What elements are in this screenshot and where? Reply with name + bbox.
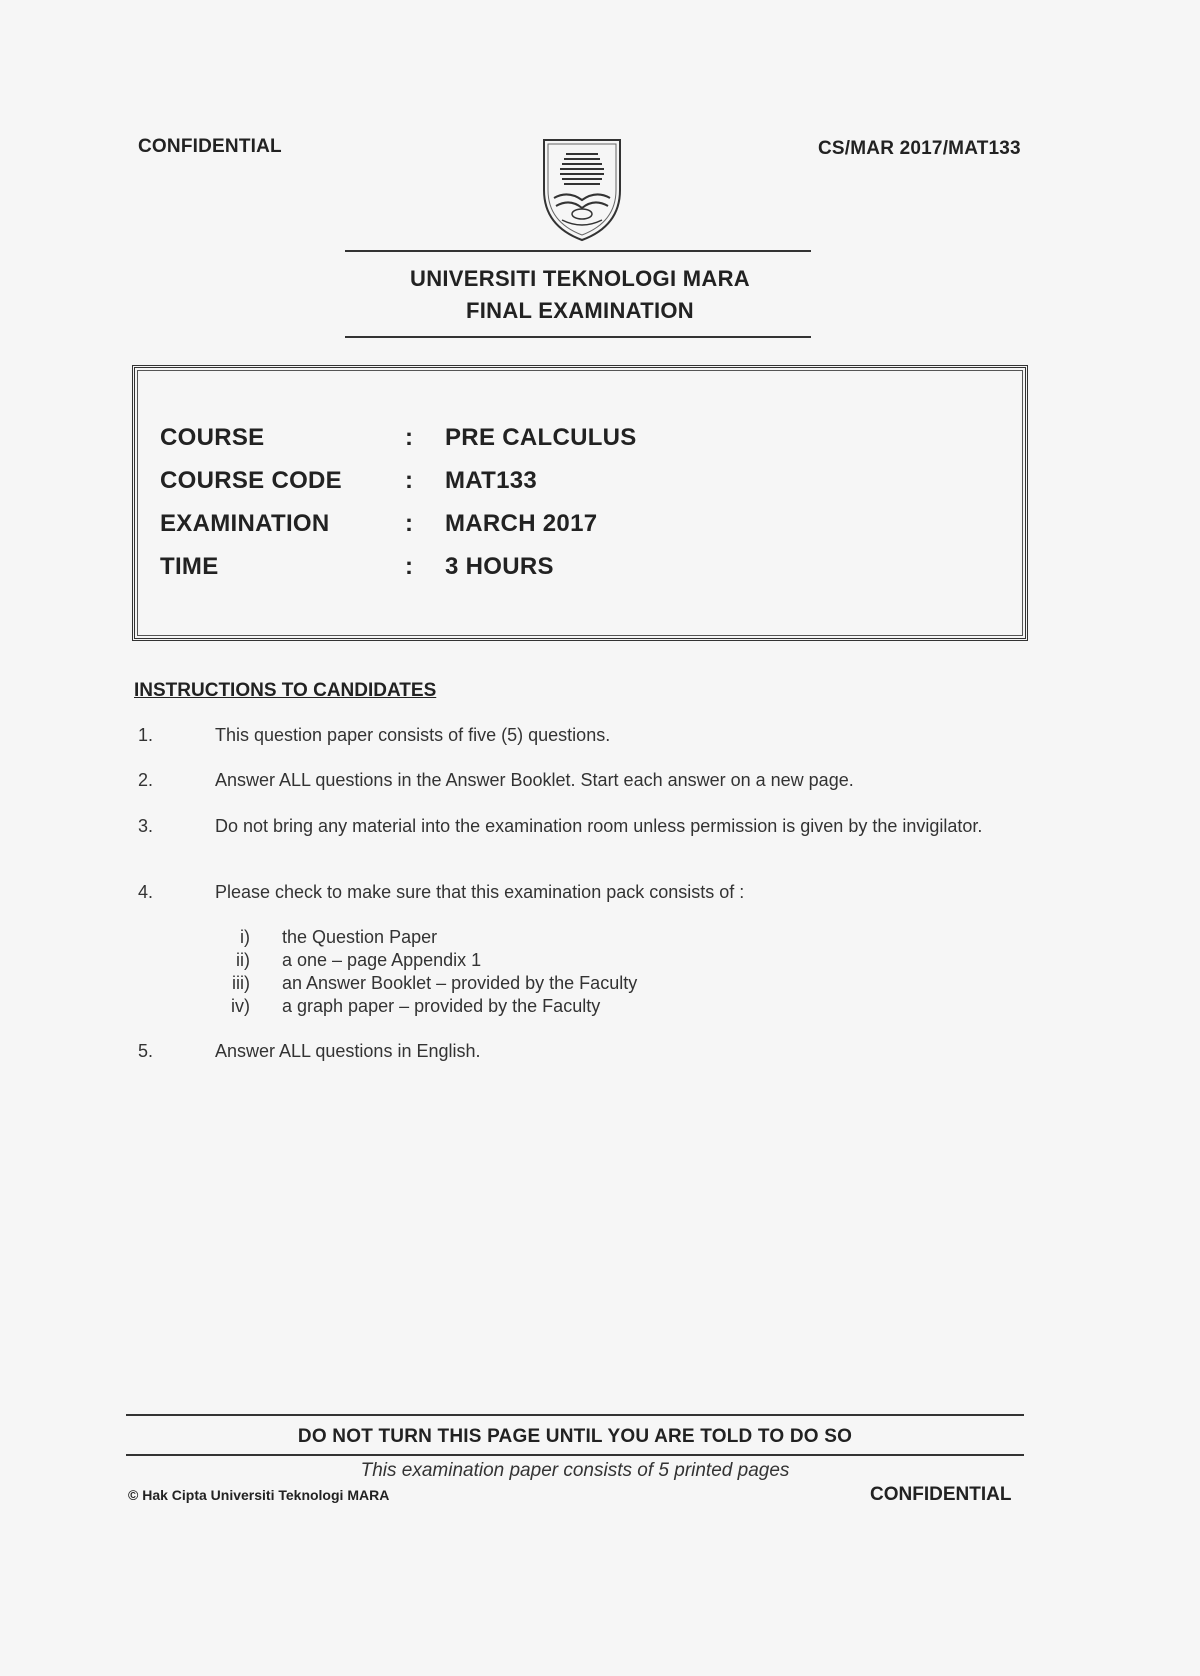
copyright-notice: © Hak Cipta Universiti Teknologi MARA [128,1487,390,1503]
instruction-text: Answer ALL questions in English. [215,1041,481,1061]
paper-code: CS/MAR 2017/MAT133 [818,138,1021,159]
footer-bottom-rule [126,1454,1024,1456]
instruction-text: Answer ALL questions in the Answer Booklet. Start each answer on a new page. [215,770,854,790]
sub-item-number: iii) [232,973,250,993]
title-bottom-rule [345,336,811,338]
detail-separator: : [405,510,414,537]
course-details-box [132,365,1028,641]
instruction-text: Please check to make sure that this examination pack consists of : [215,882,745,902]
detail-value: MARCH 2017 [445,510,598,537]
title-top-rule [345,250,811,252]
instruction-text: Do not bring any material into the examination room unless permission is given by the invigilator. [215,816,983,836]
detail-value: PRE CALCULUS [445,424,637,451]
instruction-number: 1. [138,725,154,745]
instruction-number: 4. [138,882,154,902]
sub-item-number: iv) [231,996,250,1016]
detail-label: COURSE CODE [160,467,342,494]
exam-title: FINAL EXAMINATION [466,298,694,323]
printed-pages-note: This examination paper consists of 5 printed pages [360,1460,790,1481]
instruction-text: This question paper consists of five (5) questions. [215,725,611,745]
confidential-header: CONFIDENTIAL [138,136,282,157]
sub-item-number: i) [240,927,250,947]
detail-separator: : [405,467,414,494]
detail-label: TIME [160,553,219,580]
detail-separator: : [405,553,414,580]
sub-item-text: a one – page Appendix 1 [282,950,482,970]
university-name: UNIVERSITI TEKNOLOGI MARA [410,266,750,291]
detail-label: EXAMINATION [160,510,330,537]
detail-label: COURSE [160,424,265,451]
uitm-crest-icon [540,138,624,242]
footer-top-rule [126,1414,1024,1416]
detail-value: MAT133 [445,467,538,494]
sub-item-text: the Question Paper [282,927,438,947]
instruction-number: 5. [138,1041,154,1061]
instruction-number: 3. [138,816,154,836]
confidential-footer: CONFIDENTIAL [870,1484,1012,1505]
sub-item-text: an Answer Booklet – provided by the Faculty [282,973,638,993]
instruction-number: 2. [138,770,154,790]
sub-item-text: a graph paper – provided by the Faculty [282,996,601,1016]
detail-value: 3 HOURS [445,553,554,580]
do-not-turn-warning: DO NOT TURN THIS PAGE UNTIL YOU ARE TOLD TO DO SO [297,1426,853,1447]
detail-separator: : [405,424,414,451]
instructions-heading: INSTRUCTIONS TO CANDIDATES [134,680,437,701]
sub-item-number: ii) [236,950,250,970]
